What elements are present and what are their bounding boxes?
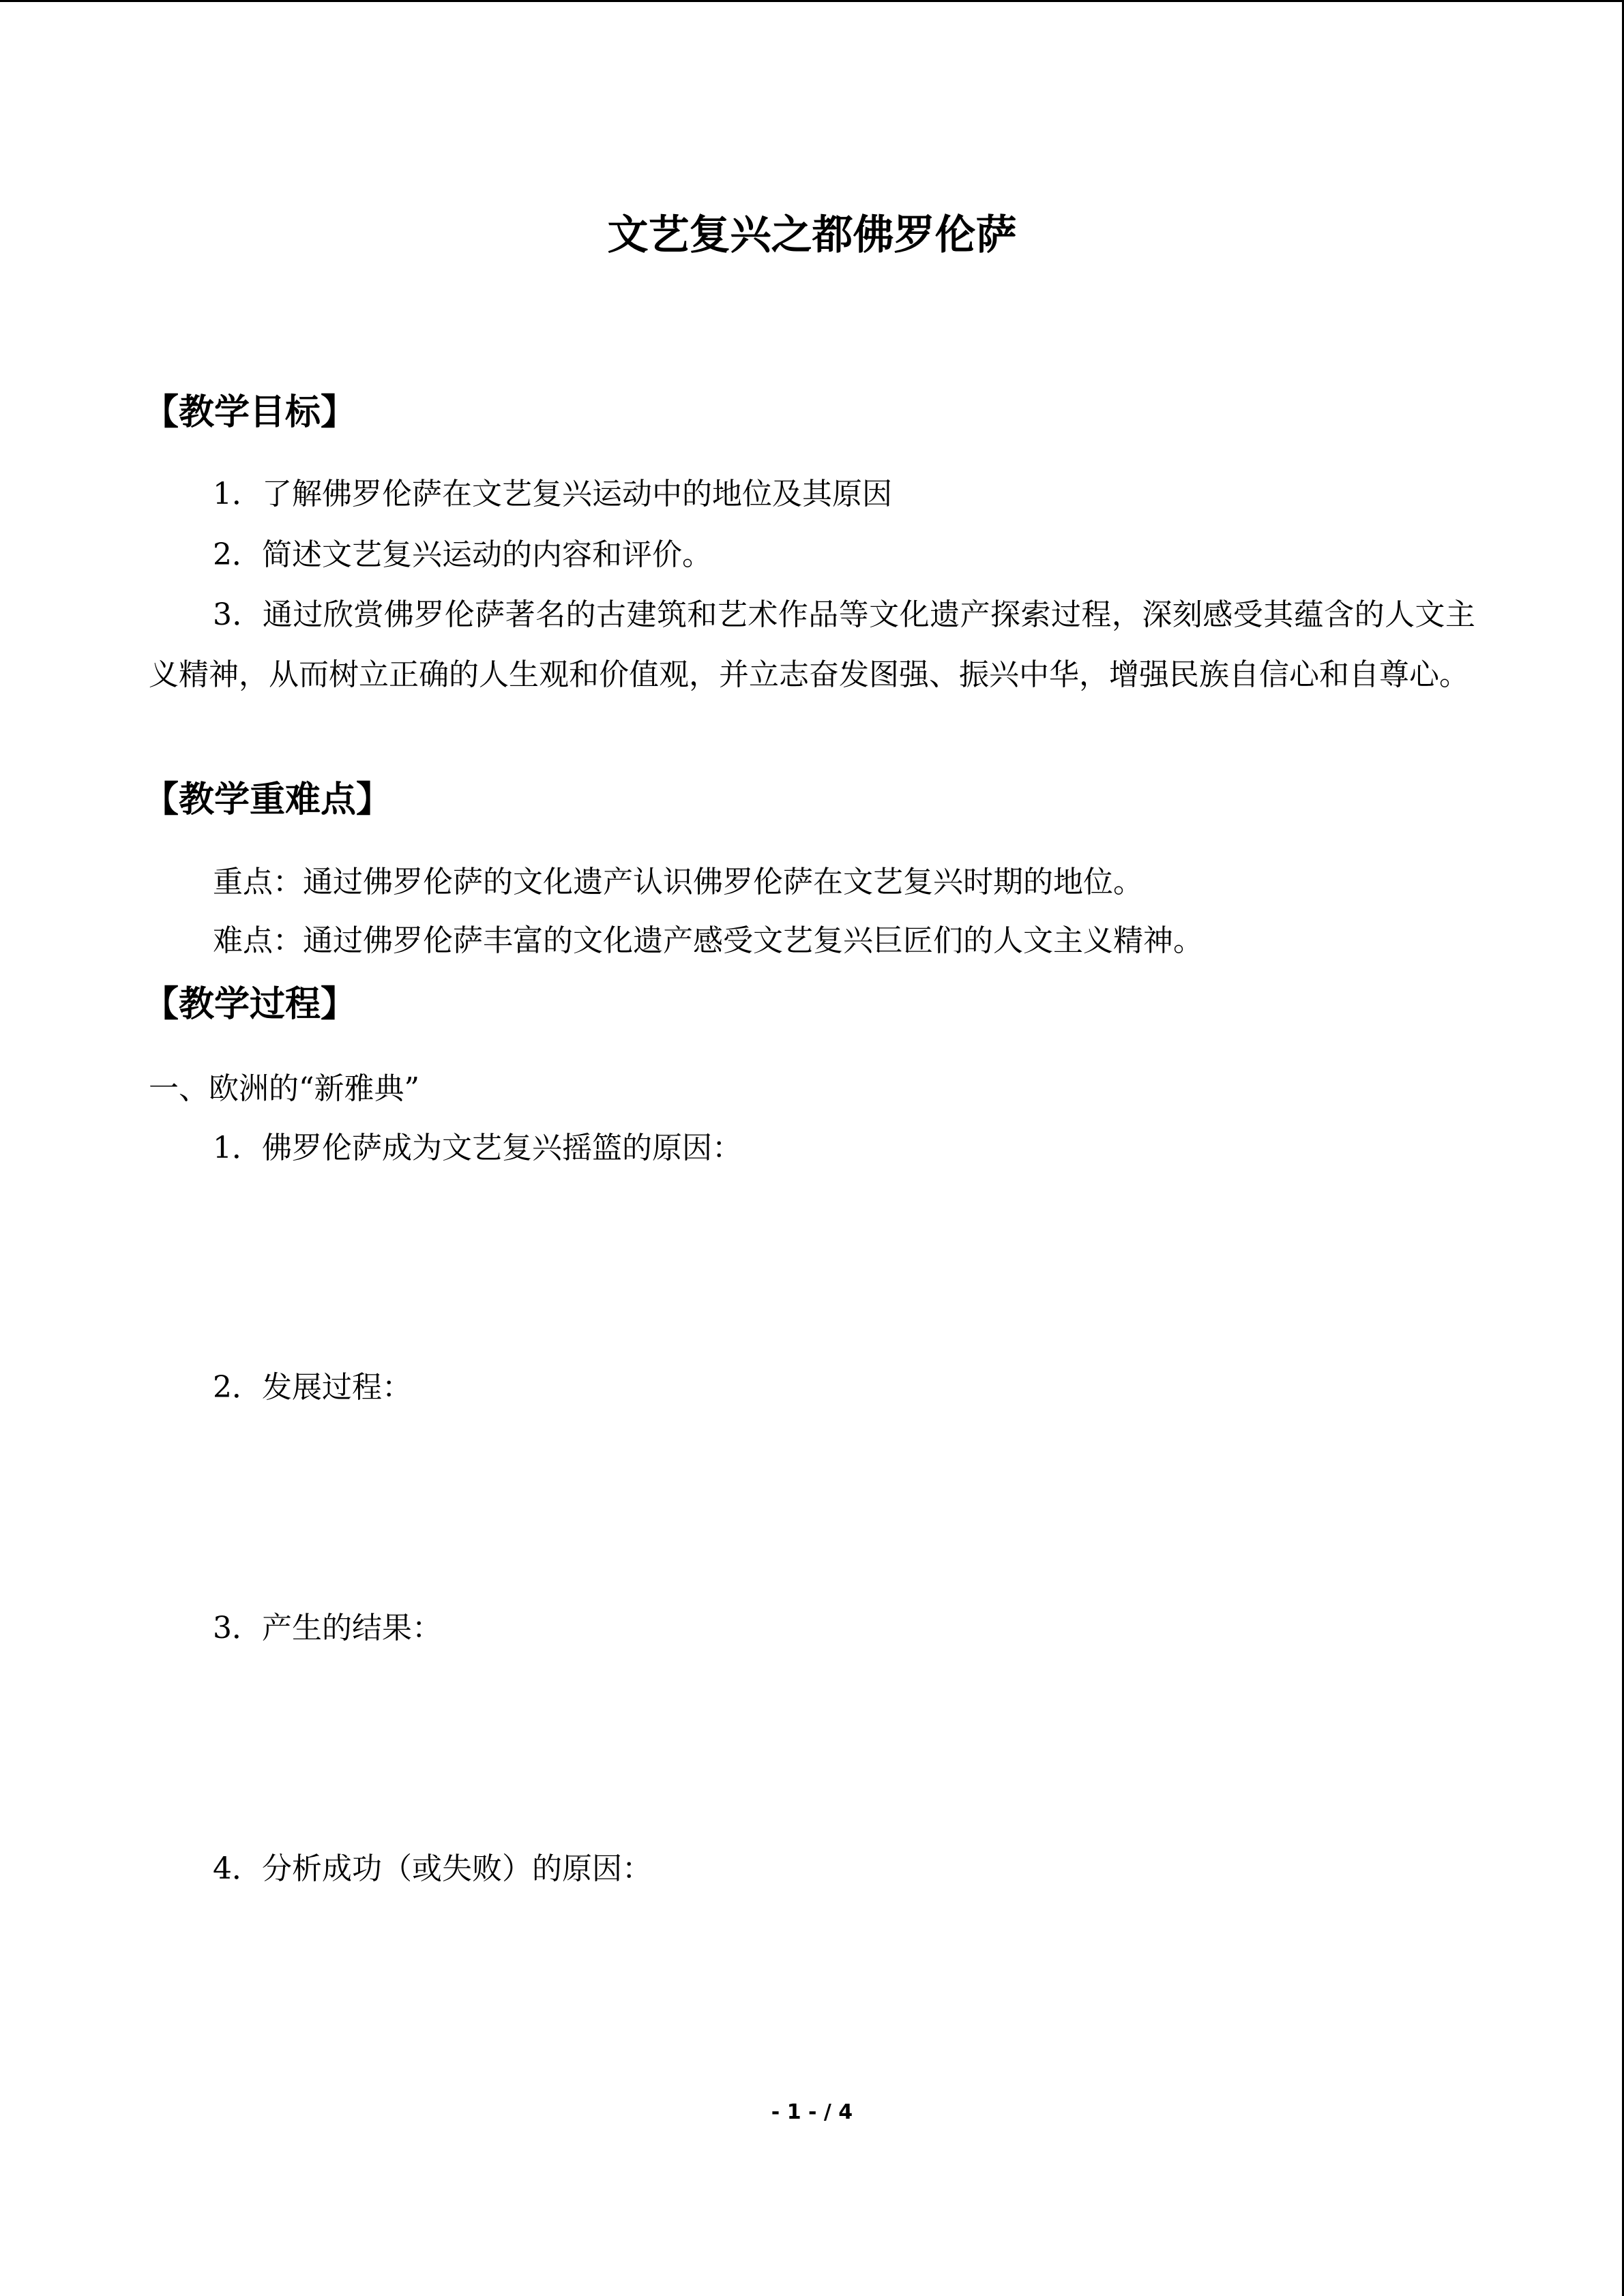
section-heading-key-points: 【教学重难点】 — [143, 779, 392, 820]
objective-item-2: 2．简述文艺复兴运动的内容和评价。 — [213, 537, 712, 572]
difficult-point-text: 难点：通过佛罗伦萨丰富的文化遗产感受文艺复兴巨匠们的人文主义精神。 — [213, 923, 1203, 958]
process-question-2: 2．发展过程： — [213, 1370, 412, 1405]
section-heading-process: 【教学过程】 — [143, 984, 357, 1025]
page-border-top — [0, 0, 1624, 2]
process-part-1-title: 一、欧洲的“新雅典” — [149, 1071, 419, 1106]
process-question-3: 3．产生的结果： — [213, 1611, 442, 1645]
section-heading-objectives: 【教学目标】 — [143, 392, 357, 433]
process-question-1: 1．佛罗伦萨成为文艺复兴摇篮的原因： — [213, 1131, 742, 1165]
objective-item-3: 3．通过欣赏佛罗伦萨著名的古建筑和艺术作品等文化遗产探索过程，深刻感受其蕴含的人文主义精神，从而树立正确的人生观和价值观，并立志奋发图强、振兴中华，增强民族自信心和自尊心。 — [149, 597, 1475, 692]
page-number: - 1 - / 4 — [771, 2100, 853, 2124]
process-question-4: 4．分析成功（或失败）的原因： — [213, 1851, 652, 1886]
document-title: 文艺复兴之都佛罗伦萨 — [607, 211, 1017, 259]
objective-item-1: 1．了解佛罗伦萨在文艺复兴运动中的地位及其原因 — [213, 477, 892, 511]
key-point-text: 重点：通过佛罗伦萨的文化遗产认识佛罗伦萨在文艺复兴时期的地位。 — [213, 865, 1143, 899]
